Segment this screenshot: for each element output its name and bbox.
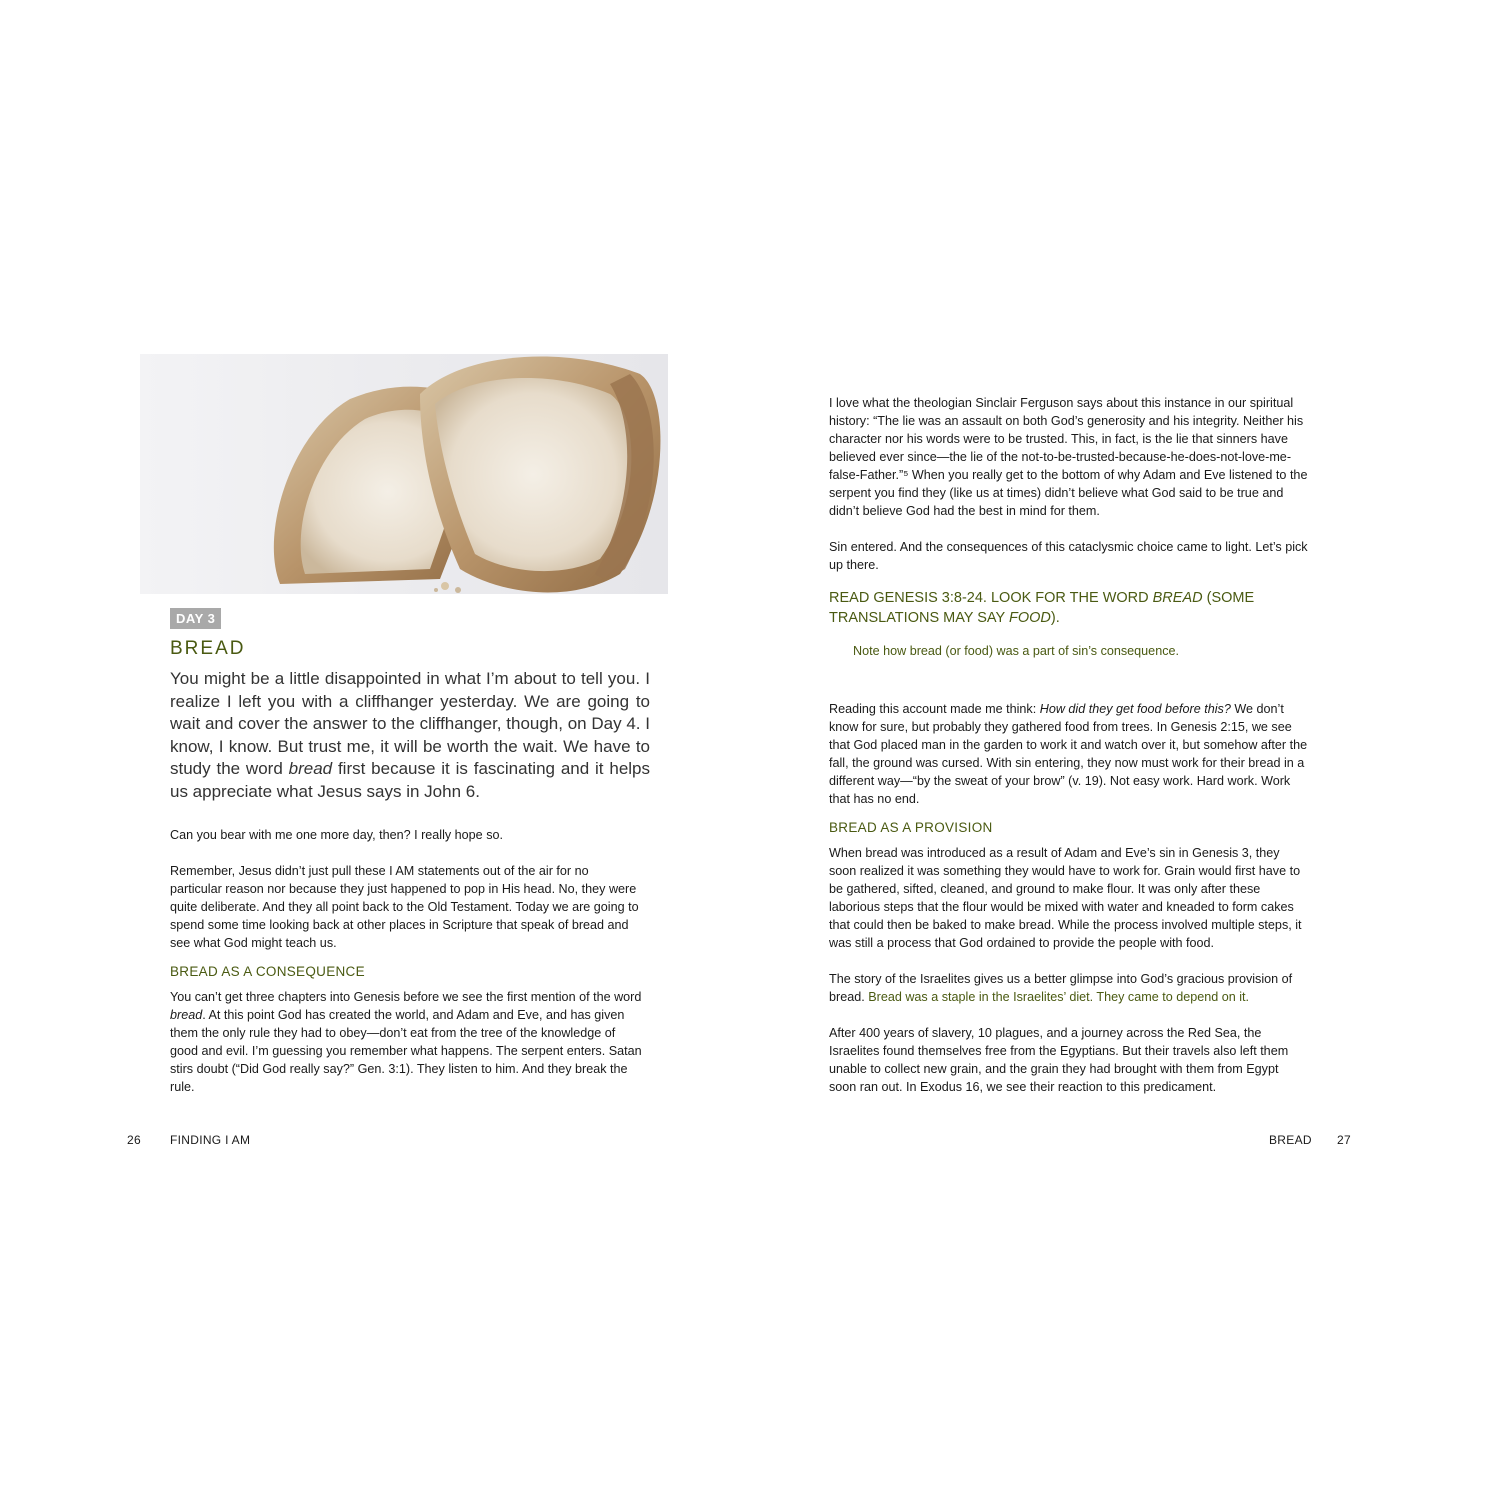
paragraph-remember: Remember, Jesus didn’t just pull these I AM statements out of the air for no particular reason nor because they just happened to pop in His head. No, they were quite deliberate. And they all point back to the Old Testament. Today we are going to spend some time looking back at other places in Scripture that speak of bread and see what God might teach us. bbox=[170, 864, 639, 950]
paragraph-sin-entered: Sin entered. And the consequences of this cataclysmic choice came to light. Let’s pick up there. bbox=[829, 540, 1308, 572]
read-text-3: ). bbox=[1050, 610, 1060, 626]
note-text: Note how bread (or food) was a part of sin’s consequence. bbox=[853, 644, 1179, 658]
israelites-text: The story of the Israelites gives us a better glimpse into God’s gracious provision of bread. bbox=[829, 972, 1293, 1004]
subhead-consequence: BREAD AS A CONSEQUENCE bbox=[170, 964, 365, 979]
paragraph-israelites bbox=[829, 970, 1309, 1006]
lead-text-1: You might be a little disappointed in what I’m about to tell you. I realize I left you with a cliffhanger yesterday. We are going to wait and cover the answer to the cliffhanger, though, on Day 4. I know, I know. But trust me, it will be worth the wait. We have to study the word bbox=[170, 669, 650, 779]
running-head-left: FINDING I AM bbox=[170, 1133, 251, 1147]
paragraph-provision: When bread was introduced as a result of Adam and Eve’s sin in Genesis 3, they soon realized it was something they would have to work for. Grain would first have to be gathered, sifted, cleaned, and ground to make flour. It was only after these laborious steps that the flour would be mixed with water and kneaded to form cakes that could then be baked to make bread. While the process involved multiple steps, it was still a process that God ordained to provide the people with food. bbox=[829, 846, 1302, 950]
reading-text-2: We don’t know for sure, but probably they gathered food from trees. In Genesis 2:15, we see that God placed man in the garden to work it and watch over it, but somehow after the fall, the ground was cursed. With sin entering, they now must work for their bread in a different way—“by the sweat of your brow” (v. 19). Not easy work. Hard work. Work that has no end. bbox=[829, 702, 1308, 806]
genesis-italic: bread bbox=[170, 1008, 203, 1022]
paragraph-bear-with-me: Can you bear with me one more day, then? I really hope so. bbox=[170, 828, 503, 842]
read-text-2: (SOME TRANSLATIONS MAY SAY bbox=[829, 590, 1255, 626]
genesis-text-2: . At this point God has created the world, and Adam and Eve, and has given them the only rule they had to obey—don’t eat from the tree of the knowledge of good and evil. I’m guessing you remember what happens. The serpent enters. Satan stirs doubt (“Did God really say?” Gen. 3:1). They listen to him. And they break the rule. bbox=[170, 1008, 642, 1094]
subhead-provision: BREAD AS A PROVISION bbox=[829, 820, 993, 835]
bread-illustration bbox=[140, 354, 668, 594]
read-italic-2: FOOD bbox=[1008, 610, 1051, 626]
reading-italic: How did they get food before this? bbox=[1039, 702, 1231, 716]
page-number-left: 26 bbox=[127, 1133, 141, 1147]
read-text-1: READ GENESIS 3:8-24. LOOK FOR THE WORD bbox=[829, 590, 1153, 606]
paragraph-ferguson: I love what the theologian Sinclair Ferguson says about this instance in our spiritual history: “The lie was an assault on both God’s generosity and his integrity. Neither his character nor his words were to be trusted. This, in fact, is the lie that sinners have believed ever since—the lie of the not-to-be-trusted-because-he-does-not-love-me-false-Father.”⁵ When you really get to the bottom of why Adam and Eve listened to the serpent you find they (like us at times) didn’t believe what God said to be true and didn’t believe God had the best in mind for them. bbox=[829, 396, 1308, 518]
paragraph-reading-account bbox=[829, 700, 1309, 808]
page-number-right: 27 bbox=[1337, 1133, 1351, 1147]
read-italic-1: BREAD bbox=[1152, 590, 1203, 606]
bread-photo bbox=[140, 354, 668, 594]
lead-italic: bread bbox=[288, 759, 333, 779]
paragraph-slavery: After 400 years of slavery, 10 plagues, and a journey across the Red Sea, the Israelites found themselves free from the Egyptians. But their travels also left them unable to collect new grain, and the grain they had brought with them from Egypt soon ran out. In Exodus 16, we see their reaction to this predicament. bbox=[829, 1026, 1289, 1094]
genesis-text-1: You can’t get three chapters into Genesis before we see the first mention of the word bbox=[170, 990, 642, 1004]
paragraph-genesis bbox=[170, 988, 642, 1096]
lead-text-2: first because it is fascinating and it helps us appreciate what Jesus says in John 6. bbox=[170, 759, 651, 801]
day-badge: DAY 3 bbox=[170, 608, 221, 629]
lead-paragraph bbox=[170, 668, 650, 804]
israelites-highlight: Bread was a staple in the Israelites’ diet. They came to depend on it. bbox=[868, 990, 1250, 1004]
read-instruction bbox=[829, 588, 1309, 628]
chapter-title: BREAD bbox=[170, 638, 246, 659]
running-head-right: BREAD bbox=[1269, 1133, 1312, 1147]
reading-text-1: Reading this account made me think: bbox=[829, 702, 1040, 716]
